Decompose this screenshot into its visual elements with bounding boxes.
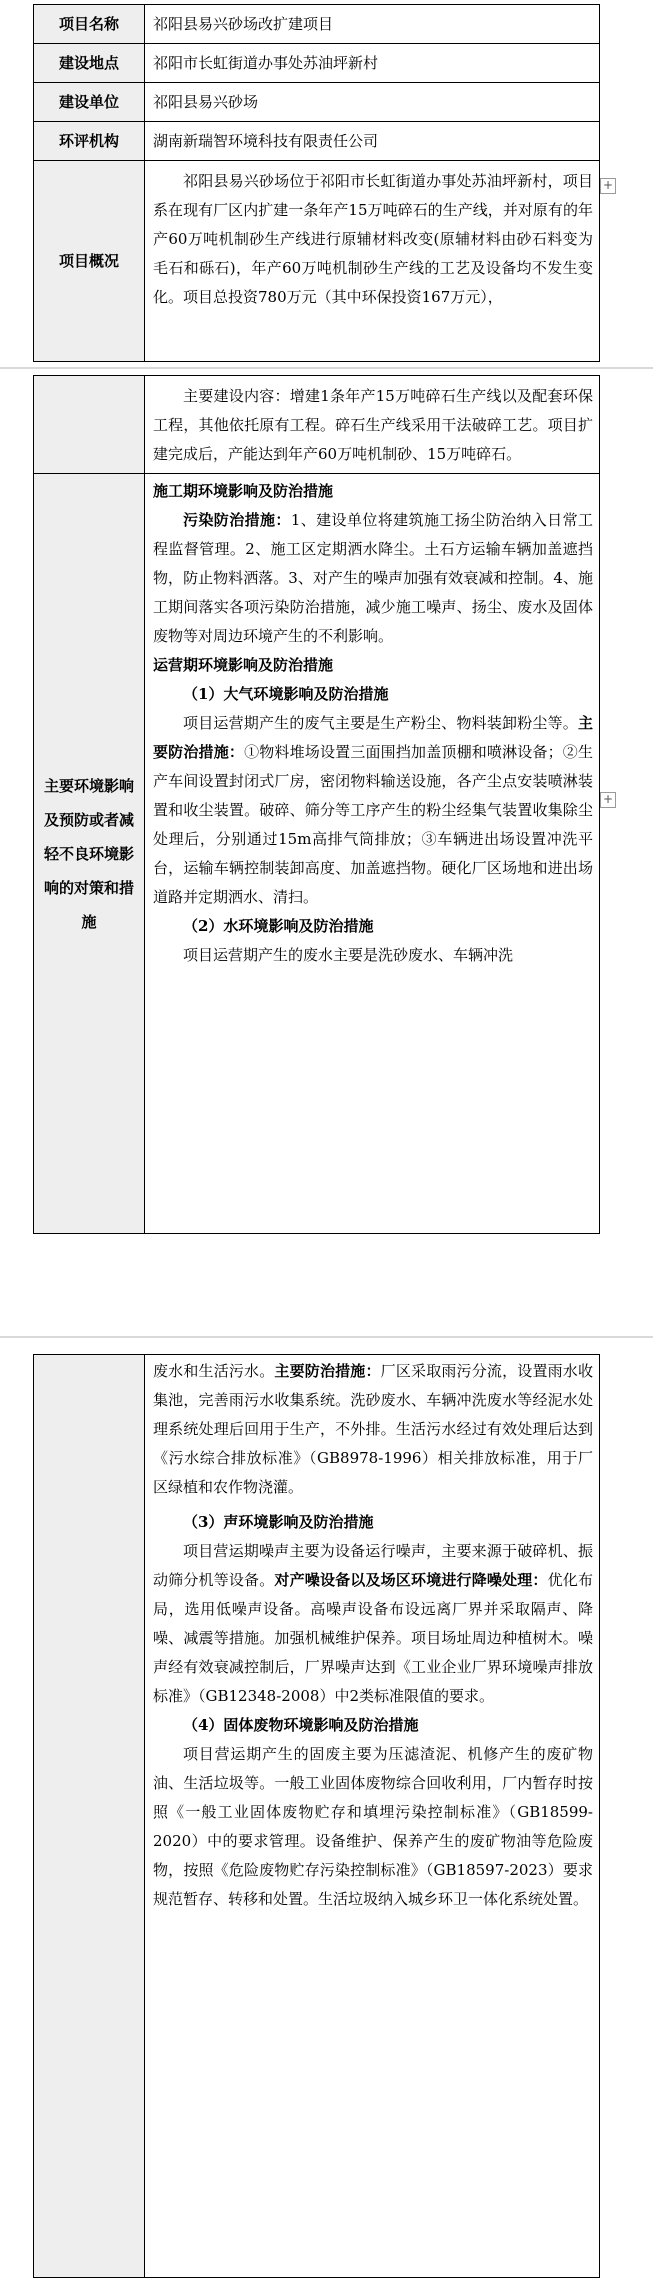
table-row [34, 5, 600, 44]
page-divider [0, 367, 653, 369]
noise-title: （3）声环境影响及防治措施 [183, 1513, 374, 1531]
air-title: （1）大气环境影响及防治措施 [183, 685, 389, 703]
page-2 [0, 372, 653, 1332]
noise-paragraph [153, 1537, 593, 1711]
info-table-page-1 [33, 4, 600, 362]
water-text-b: 废水和生活污水。 [153, 1362, 275, 1380]
table-row [34, 1355, 600, 2278]
overview-cont-cell [145, 376, 600, 474]
measures-label-cont [34, 1355, 145, 2278]
noise-text-a: 项目营运期噪声主要为设备运行噪声，主要来源于破碎机、振动筛分机等设备。 [153, 1542, 593, 1589]
construction-paragraph [153, 506, 593, 651]
expand-icon[interactable]: + [600, 792, 616, 808]
construction-lead: 污染防治措施： [183, 511, 291, 529]
row-value: 湖南新瑞智环境科技有限责任公司 [145, 122, 600, 161]
air-text-a: 项目运营期产生的废气主要是生产粉尘、物料装卸粉尘等。 [183, 714, 578, 732]
measures-label-text: 主要环境影响及预防或者减轻不良环境影响的对策和措施 [43, 776, 134, 931]
table-row [34, 161, 600, 362]
measures-label [34, 474, 145, 1234]
operation-title: 运营期环境影响及防治措施 [153, 656, 334, 674]
row-label: 环评机构 [34, 122, 145, 161]
construction-text: 1、建设单位将建筑施工扬尘防治纳入日常工程监督管理。2、施工区定期洒水降尘。土石方运输车辆加盖遮挡物，防止物料洒落。3、对产生的噪声加强有效衰减和控制。4、施工期间落实各项污染防治措施，减少施工噪声、扬尘、废水及固体废物等对周边环境产生的不利影响。 [153, 511, 593, 645]
construction-title: 施工期环境影响及防治措施 [153, 482, 334, 500]
water-lead: 主要防治措施： [274, 1362, 381, 1380]
table-row [34, 83, 600, 122]
solid-title: （4）固体废物环境影响及防治措施 [183, 1716, 419, 1734]
row-value: 祁阳市长虹街道办事处苏油坪新村 [145, 44, 600, 83]
noise-text-b: 优化布局，选用低噪声设备。高噪声设备布设远离厂界并采取隔声、降噪、减震等措施。加强机械维护保养。项目场址周边种植树木。噪声经有效衰减控制后，厂界噪声达到《工业企业厂界环境噪声排放标准》（GB12348-2008）中2类标准限值的要求。 [153, 1571, 593, 1705]
air-paragraph [153, 709, 593, 912]
table-row [34, 474, 600, 1234]
table-row [34, 44, 600, 83]
solid-text: 项目营运期产生的固废主要为压滤渣泥、机修产生的废矿物油、生活垃圾等。一般工业固体废物综合回收利用，厂内暂存时按照《一般工业固体废物贮存和填埋污染控制标准》（GB18599-2020）中的要求管理。设备维护、保养产生的废矿物油等危险废物，按照《危险废物贮存污染控制标准》（GB18597-2023）要求规范暂存、转移和处置。生活垃圾纳入城乡环卫一体化系统处置。 [153, 1745, 593, 1908]
table-row [34, 376, 600, 474]
overview-text: 祁阳县易兴砂场位于祁阳市长虹街道办事处苏油坪新村，项目系在现有厂区内扩建一条年产15万吨碎石的生产线，并对原有的年产60万吨机制砂生产线进行原辅材料改变(原辅材料由砂石料变为毛石和砾石)，年产60万吨机制砂生产线的工艺及设备均不发生变化。项目总投资780万元（其中环保投资167万元）， [153, 172, 593, 306]
row-label: 建设地点 [34, 44, 145, 83]
overview-cell [145, 161, 600, 362]
water-title: （2）水环境影响及防治措施 [183, 917, 374, 935]
air-lead: 主要防治措施： [153, 714, 593, 761]
row-label: 项目名称 [34, 5, 145, 44]
overview-label: 项目概况 [34, 161, 145, 362]
measures-table-page-3 [33, 1354, 600, 2278]
water-text-c: 厂区采取雨污分流，设置雨水收集池，完善雨污水收集系统。洗砂废水、车辆冲洗废水等经泥水处理系统处理后回用于生产，不外排。生活污水经过有效处理后达到《污水综合排放标准》（GB8978-1996）相关排放标准，用于厂区绿植和农作物浇灌。 [153, 1362, 593, 1496]
overview-label-cont [34, 376, 145, 474]
water-text-a: 项目运营期产生的废水主要是洗砂废水、车辆冲洗 [183, 946, 514, 964]
water-paragraph [153, 1357, 593, 1502]
page-divider [0, 1336, 653, 1338]
table-row [34, 122, 600, 161]
row-value: 祁阳县易兴砂场 [145, 83, 600, 122]
page-3 [0, 1341, 653, 2293]
measures-table-page-2 [33, 375, 600, 1234]
expand-icon[interactable]: + [600, 178, 616, 194]
overview-cont-text: 主要建设内容：增建1条年产15万吨碎石生产线以及配套环保工程，其他依托原有工程。碎石生产线采用干法破碎工艺。项目扩建完成后，产能达到年产60万吨机制砂、15万吨碎石。 [153, 387, 593, 463]
row-value: 祁阳县易兴砂场改扩建项目 [145, 5, 600, 44]
measures-cont-cell [145, 1355, 600, 2278]
noise-lead: 对产噪设备以及场区环境进行降噪处理： [274, 1571, 548, 1589]
measures-cell [145, 474, 600, 1234]
air-text-b: ①物料堆场设置三面围挡加盖顶棚和喷淋设备；②生产车间设置封闭式厂房，密闭物料输送设施，各产尘点安装喷淋装置和收尘装置。破碎、筛分等工序产生的粉尘经集气装置收集除尘处理后，分别通过15m高排气筒排放；③车辆进出场设置冲洗平台，运输车辆控制装卸高度、加盖遮挡物。硬化厂区场地和进出场道路并定期洒水、清扫。 [153, 743, 593, 906]
row-label: 建设单位 [34, 83, 145, 122]
page-1 [0, 0, 653, 365]
